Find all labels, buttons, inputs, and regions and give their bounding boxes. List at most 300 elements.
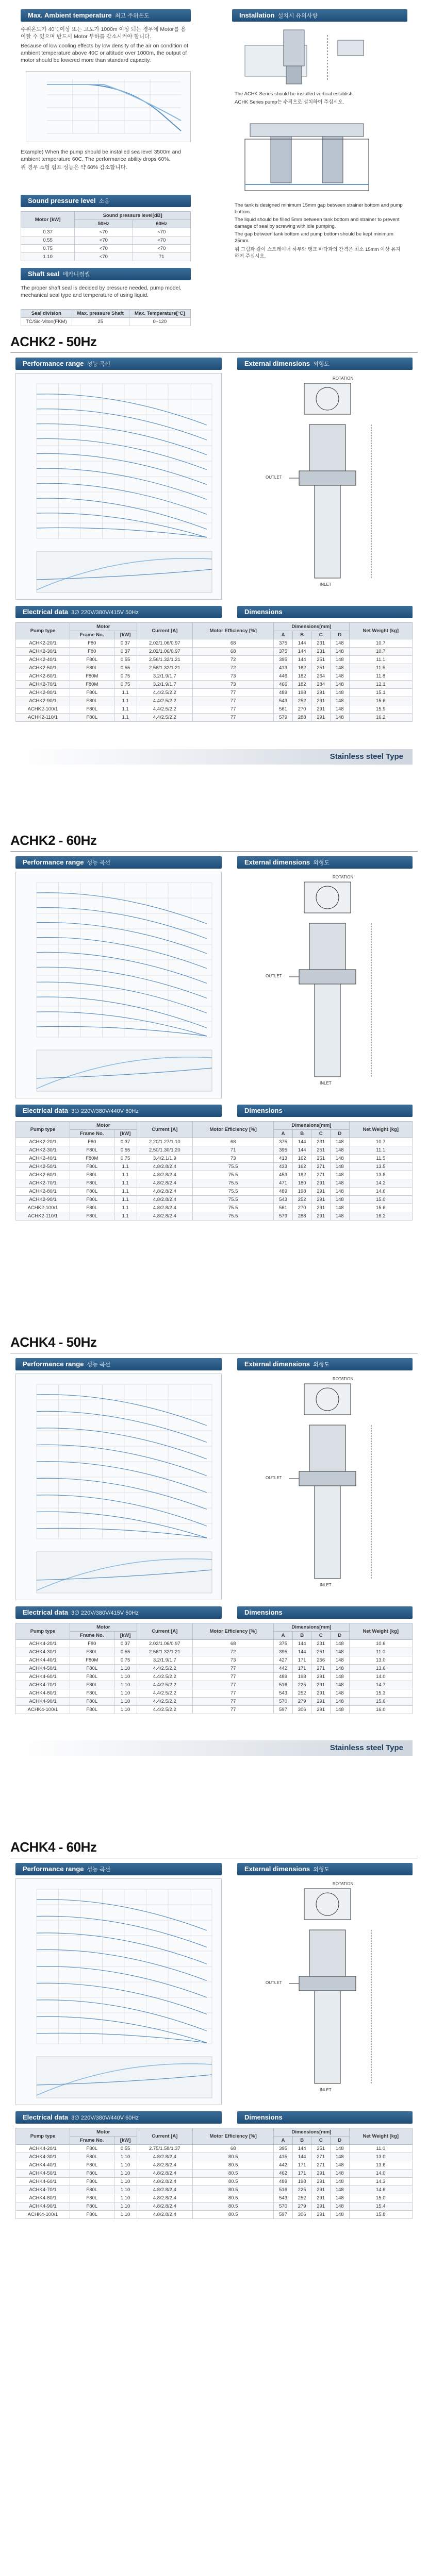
table-cell: 73 [193,1155,274,1163]
table-cell: 288 [292,714,311,722]
model-title: ACHK2 - 50Hz [10,334,97,349]
table-row [16,697,413,705]
table-cell: ACHK4-100/1 [16,2211,70,2219]
model-title: ACHK2 - 60Hz [10,833,97,848]
table-cell: 80.5 [193,2186,274,2194]
table-cell: 1.10 [114,2178,137,2186]
table-row [16,705,413,714]
rotation-label: ROTATION [333,1882,354,1886]
table-cell: 148 [330,1698,349,1706]
shaft-table-body [21,318,191,326]
external-dims-label: External dimensions [244,1865,310,1873]
external-dims-drawing [237,1878,413,2105]
table-header-row [16,2128,413,2137]
motor-body [309,1930,345,1976]
table-cell: 291 [311,714,331,722]
sound-cell: 0.75 [21,245,75,253]
table-cell: 148 [330,2186,349,2194]
table-cell: 148 [330,714,349,722]
table-cell: 77 [193,714,274,722]
install-header: Installation 설치시 유의사항 [232,9,407,22]
table-cell: 16.0 [349,1706,412,1714]
table-cell: 3.2/1.9/1.7 [137,672,192,681]
table-cell: 3.4/2.1/1.9 [137,1155,192,1163]
table-cell: ACHK2-20/1 [16,1138,70,1146]
table-cell: F80L [70,2186,114,2194]
table-cell: 291 [311,1689,331,1698]
table-header-row [16,623,413,631]
table-row [16,664,413,672]
table-cell: 1.10 [114,1681,137,1689]
table-header-cell: C [311,1632,331,1640]
install-note-1: The ACHK Series should be installed vertical establish. [235,91,354,97]
performance-curve-line [37,1495,207,1526]
table-cell: 16.2 [349,1212,412,1221]
table-cell: 73 [193,672,274,681]
electrical-table [15,2128,413,2219]
performance-curve-line [37,453,207,484]
table-cell: 4.4/2.5/2.2 [137,1706,192,1714]
table-cell: 462 [274,2170,293,2178]
performance-curve-line [37,1445,207,1476]
table-cell: ACHK2-100/1 [16,1204,70,1212]
table-cell: 10.7 [349,639,412,648]
sound-cell: <70 [75,245,133,253]
electrical-data-label: Electrical data [23,608,69,616]
table-cell: 162 [292,1155,311,1163]
performance-curve-svg [16,1879,221,2105]
table-cell: 1.1 [114,1212,137,1221]
table-cell: 0.55 [114,664,137,672]
table-cell: 543 [274,1196,293,1204]
table-cell: F80L [70,1689,114,1698]
shaft-cell: 0~120 [129,318,190,326]
table-cell: ACHK2-30/1 [16,1146,70,1155]
table-cell: F80L [70,1163,114,1171]
table-cell: 4.8/2.8/2.4 [137,1179,192,1188]
table-row [16,1179,413,1188]
table-cell: 144 [292,1138,311,1146]
table-cell: 1.1 [114,1204,137,1212]
table-cell: 15.6 [349,697,412,705]
performance-curve-line [37,468,207,499]
performance-curve-line [37,1950,207,1980]
install-note-ko: 위 그림과 같이 스트레이너 하부와 탱크 바닥과의 간격은 최소 15mm 이상 유지하여 주십시오. [235,247,401,259]
table-row [16,1138,413,1146]
table-cell: 306 [292,1706,311,1714]
motor-body [309,1425,345,1471]
table-cell: 291 [311,689,331,697]
external-dims-drawing [237,1374,413,1600]
pump-head [299,970,356,984]
sound-row [21,228,191,236]
derating-curve-svg [26,72,190,142]
table-header-cell: Net Weight [kg] [349,623,412,639]
table-cell: 291 [311,2178,331,2186]
table-row [16,2186,413,2194]
table-cell: 4.8/2.8/2.4 [137,1196,192,1204]
performance-curve-chart [15,1374,222,1600]
sound-row [21,245,191,253]
table-cell: 148 [330,1146,349,1155]
external-dims-label-ko: 외형도 [313,361,330,367]
table-cell: 561 [274,705,293,714]
performance-curve-line [37,923,207,954]
table-cell: F80L [70,2178,114,2186]
table-cell: 466 [274,681,293,689]
table-cell: 148 [330,689,349,697]
table-cell: 148 [330,1171,349,1179]
table-cell: ACHK2-30/1 [16,648,70,656]
table-cell: 72 [193,656,274,664]
table-cell: 80.5 [193,2170,274,2178]
performance-curve-line [37,1428,207,1459]
table-row [16,639,413,648]
table-cell: 597 [274,1706,293,1714]
table-cell: 75.5 [193,1171,274,1179]
ambient-en-text: Because of low cooling effects by low density of the air on condition of ambient temperature above 40C or altitude over 1000m, the output of motor should be lowered more than standard capacity. [21,43,188,63]
table-header-cell: Current [A] [137,2128,192,2145]
table-row [16,1656,413,1665]
table-header-cell: Dimensions[mm] [274,623,349,631]
table-cell: 271 [311,1171,331,1179]
electrical-data-sub: 3∅ 220V/380V/440V 60Hz [71,1108,139,1114]
table-cell: 148 [330,656,349,664]
performance-curve-svg [16,374,221,599]
table-cell: 148 [330,1673,349,1681]
motor-body [309,923,345,970]
table-cell: 144 [292,639,311,648]
table-header-cell: Motor [70,1122,137,1130]
table-cell: 148 [330,2202,349,2211]
table-cell: 252 [292,1196,311,1204]
table-row [16,648,413,656]
table-cell: 1.10 [114,2186,137,2194]
table-cell: 291 [311,2194,331,2202]
pump-drawing-svg [237,373,413,600]
table-cell: 415 [274,2153,293,2161]
electrical-data-label: Electrical data [23,2113,69,2121]
electrical-data-label: Electrical data [23,1107,69,1114]
table-cell: 264 [311,672,331,681]
table-cell: 413 [274,664,293,672]
table-cell: 148 [330,1681,349,1689]
table-cell: 80.5 [193,2161,274,2170]
table-cell: 198 [292,2178,311,2186]
table-cell: F80L [70,1681,114,1689]
table-cell: 148 [330,1196,349,1204]
table-cell: ACHK2-60/1 [16,1171,70,1179]
table-cell: 12.1 [349,681,412,689]
inlet-label: INLET [320,582,332,587]
table-cell: 75.5 [193,1179,274,1188]
table-row [16,1196,413,1204]
table-cell: 4.8/2.8/2.4 [137,2194,192,2202]
table-cell: 251 [311,656,331,664]
sound-cell: <70 [75,253,133,261]
table-cell: 180 [292,1179,311,1188]
table-header-cell: [kW] [114,1632,137,1640]
table-cell: 77 [193,1665,274,1673]
table-cell: 270 [292,1204,311,1212]
table-cell: 68 [193,1640,274,1648]
table-cell: 13.0 [349,1656,412,1665]
pump-chamber [315,1991,340,2083]
table-cell: 1.1 [114,1196,137,1204]
table-cell: 2.56/1.32/1.21 [137,664,192,672]
table-cell: 1.10 [114,1698,137,1706]
table-cell: F80 [70,1138,114,1146]
table-cell: 4.8/2.8/2.4 [137,1188,192,1196]
table-cell: 15.6 [349,1698,412,1706]
dimensions-label: Dimensions [244,2113,283,2121]
table-cell: 291 [311,1698,331,1706]
table-cell: 148 [330,1163,349,1171]
table-cell: 543 [274,2194,293,2202]
performance-curve-line [37,1900,207,1930]
table-cell: ACHK4-70/1 [16,2186,70,2194]
table-cell: 148 [330,1212,349,1221]
sound-col-level: Sound pressure level[dB] [75,212,191,220]
table-cell: 0.37 [114,1138,137,1146]
performance-curve-line [37,394,207,425]
dimensions-header [237,1105,413,1117]
table-cell: 182 [292,1171,311,1179]
stainless-type-banner: Stainless steel Type [15,1740,413,1756]
inlet-label: INLET [320,1081,332,1086]
table-cell: F80L [70,1171,114,1179]
electrical-data-sub: 3∅ 220V/380V/415V 50Hz [71,609,139,616]
external-dims-label-ko: 외형도 [313,860,330,866]
outlet-label: OUTLET [266,1476,282,1480]
table-header-cell: D [330,2137,349,2145]
table-cell: ACHK2-70/1 [16,1179,70,1188]
table-cell: 2.50/1.30/1.20 [137,1146,192,1155]
electrical-table [15,1623,413,1714]
table-cell: 162 [292,1163,311,1171]
table-cell: 271 [311,1163,331,1171]
table-header-cell: Frame No. [70,1632,114,1640]
table-cell: 11.8 [349,672,412,681]
table-cell: 251 [311,664,331,672]
sound-cell: <70 [133,245,190,253]
sound-cell: 0.55 [21,236,75,245]
electrical-data-sub: 3∅ 220V/380V/440V 60Hz [71,2115,139,2121]
table-header-cell: A [274,631,293,639]
table-cell: 271 [311,2161,331,2170]
table-cell: ACHK4-40/1 [16,1656,70,1665]
table-cell: 4.4/2.5/2.2 [137,1673,192,1681]
performance-header [15,1863,222,1875]
table-cell: 291 [311,1706,331,1714]
table-header-cell: B [292,1130,311,1138]
performance-curve-line [37,424,207,455]
table-cell: 1.1 [114,697,137,705]
table-cell: 148 [330,1155,349,1163]
table-cell: F80L [70,1212,114,1221]
table-cell: 231 [311,648,331,656]
performance-label-ko: 성능 곡선 [87,860,111,866]
table-row [16,1171,413,1179]
ambient-example-ko: 위 경우 소형 펌프 성능은 약 60% 감소합니다. [21,164,127,171]
table-row [16,1188,413,1196]
table-cell: ACHK4-50/1 [16,1665,70,1673]
table-cell: 251 [311,1146,331,1155]
table-cell: F80L [70,1179,114,1188]
stainless-type-banner: Stainless steel Type [15,749,413,765]
table-cell: 10.7 [349,648,412,656]
table-row [16,2211,413,2219]
table-cell: 413 [274,1155,293,1163]
table-cell: ACHK4-70/1 [16,1681,70,1689]
sound-header: Sound pressure level 소음 [21,195,191,207]
electrical-table [15,1121,413,1221]
electrical-data-sub: 3∅ 220V/380V/415V 50Hz [71,1610,139,1616]
table-cell: F80 [70,648,114,656]
table-cell: 14.2 [349,1179,412,1188]
sound-row [21,253,191,261]
performance-curve-chart [15,1878,222,2105]
table-cell: 4.8/2.8/2.4 [137,2161,192,2170]
table-cell: 1.10 [114,1673,137,1681]
electrical-data-header [15,1606,222,1619]
table-cell: 148 [330,681,349,689]
table-cell: 4.8/2.8/2.4 [137,1204,192,1212]
table-cell: 162 [292,664,311,672]
electrical-data-label: Electrical data [23,1608,69,1616]
table-cell: 442 [274,1665,293,1673]
table-cell: 256 [311,1656,331,1665]
table-cell: 148 [330,672,349,681]
table-cell: 15.6 [349,1204,412,1212]
table-cell: 231 [311,639,331,648]
table-cell: 0.75 [114,1155,137,1163]
pump-head [299,1471,356,1486]
table-cell: 148 [330,1179,349,1188]
table-cell: 80.5 [193,2194,274,2202]
table-cell: 14.7 [349,1681,412,1689]
table-row [16,2178,413,2186]
table-cell: 279 [292,1698,311,1706]
table-cell: 579 [274,1212,293,1221]
table-cell: 148 [330,1204,349,1212]
table-cell: 252 [292,697,311,705]
table-cell: 4.8/2.8/2.4 [137,1212,192,1221]
table-cell: 15.0 [349,2194,412,2202]
table-cell: 0.75 [114,1656,137,1665]
table-cell: ACHK2-100/1 [16,705,70,714]
table-cell: 182 [292,681,311,689]
motor-body [309,425,345,471]
inlet-label: INLET [320,1583,332,1587]
table-cell: F80L [70,1706,114,1714]
shaft-header: Shaft seal 메카니컬씰 [21,268,191,280]
table-cell: 144 [292,1146,311,1155]
table-cell: 68 [193,1138,274,1146]
table-cell: 4.8/2.8/2.4 [137,2186,192,2194]
table-cell: 543 [274,1689,293,1698]
performance-curve-line [37,967,207,998]
table-cell: 11.5 [349,664,412,672]
table-cell: 427 [274,1656,293,1665]
table-cell: 77 [193,1706,274,1714]
table-cell: 1.10 [114,1665,137,1673]
table-header-cell: Net Weight [kg] [349,2128,412,2145]
sound-table [21,211,191,261]
table-cell: 144 [292,656,311,664]
table-cell: ACHK4-20/1 [16,1640,70,1648]
performance-curve-line [37,1026,207,1036]
table-cell: F80L [70,2161,114,2170]
table-cell: 148 [330,648,349,656]
ambient-derating-chart [26,71,191,142]
sound-col-motor: Motor [kW] [21,212,75,228]
sound-col-50hz: 50Hz [75,220,133,228]
table-cell: 516 [274,1681,293,1689]
table-cell: 4.8/2.8/2.4 [137,2153,192,2161]
table-cell: ACHK2-70/1 [16,681,70,689]
table-cell: 13.0 [349,2153,412,2161]
performance-label-ko: 성능 곡선 [87,1867,111,1873]
table-cell: 73 [193,1656,274,1665]
table-cell: F80L [70,2211,114,2219]
table-cell: F80L [70,2194,114,2202]
table-cell: F80M [70,672,114,681]
rotation-label: ROTATION [333,376,354,381]
table-cell: F80L [70,714,114,722]
table-cell: 144 [292,648,311,656]
table-cell: 148 [330,1656,349,1665]
table-header-cell: Motor Efficiency [%] [193,623,274,639]
install-vertical-svg [235,25,405,87]
table-cell: 2.56/1.32/1.21 [137,1648,192,1656]
table-cell: 0.55 [114,2145,137,2153]
external-dims-drawing [237,373,413,600]
table-header-cell: Motor [70,2128,137,2137]
table-header-cell: [kW] [114,2137,137,2145]
table-cell: 0.75 [114,681,137,689]
table-cell: 148 [330,2194,349,2202]
table-cell: ACHK2-80/1 [16,1188,70,1196]
table-cell: F80L [70,2153,114,2161]
performance-curve-line [37,1395,207,1426]
shaft-row [21,318,191,326]
table-cell: 4.8/2.8/2.4 [137,2211,192,2219]
table-cell: 4.8/2.8/2.4 [137,2178,192,2186]
performance-curve-line [37,409,207,440]
table-header-cell: B [292,631,311,639]
table-cell: ACHK2-60/1 [16,672,70,681]
table-row [16,1673,413,1681]
outlet-label: OUTLET [266,475,282,480]
table-cell: F80M [70,1155,114,1163]
install-note-1-ko: ACHK Series pump는 수직으로 설치하여 주십시오. [235,99,344,105]
table-cell: 561 [274,1204,293,1212]
table-cell: 375 [274,639,293,648]
table-cell: 291 [311,2211,331,2219]
install-note-2: The tank is designed minimum 15mm gap between strainer bottom and pump bottom. [235,202,403,215]
table-cell: 148 [330,1138,349,1146]
table-header-cell: Frame No. [70,2137,114,2145]
performance-curve-line [37,1012,207,1036]
table-cell: F80L [70,1665,114,1673]
dimensions-label: Dimensions [244,1107,283,1114]
table-cell: 1.10 [114,2202,137,2211]
table-cell: ACHK4-60/1 [16,2178,70,2186]
table-cell: 1.1 [114,1163,137,1171]
table-cell: 71 [193,1146,274,1155]
table-cell: 251 [311,1155,331,1163]
